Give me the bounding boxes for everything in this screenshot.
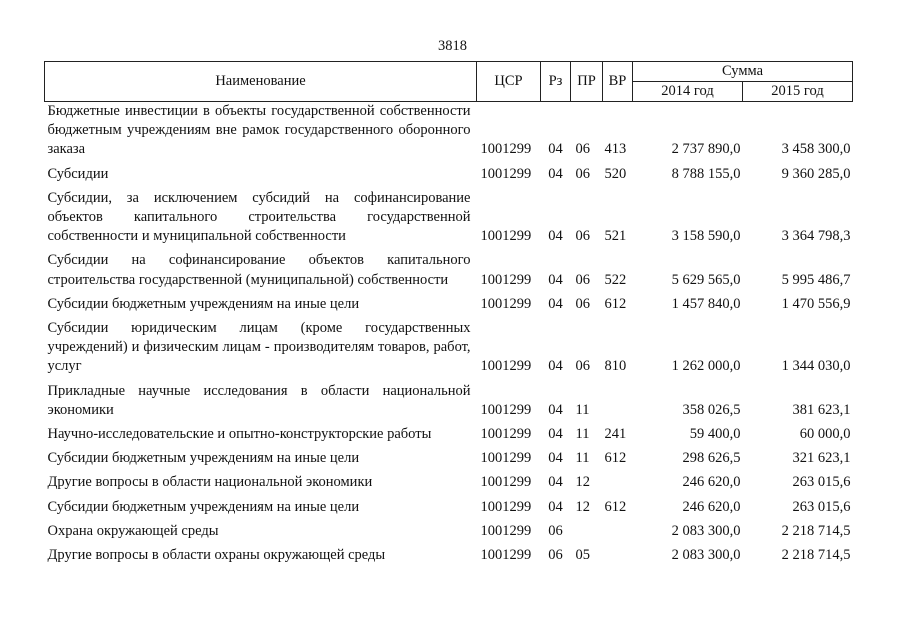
row-rz: 06 <box>548 547 563 564</box>
row-amount-2015: 2 218 714,5 <box>781 522 851 539</box>
row-vr: 810 <box>604 358 627 375</box>
header-pr: ПР <box>571 62 603 102</box>
row-amount-2015: 263 015,6 <box>792 498 851 515</box>
row-name: Другие вопросы в области охраны окружающей среды <box>47 547 386 564</box>
header-year-2015: 2015 год <box>743 82 853 102</box>
header-rz: Рз <box>541 62 571 102</box>
row-csr: 1001299 <box>480 522 532 539</box>
row-csr: 1001299 <box>480 450 532 467</box>
row-pr: 11 <box>575 426 590 443</box>
row-amount-2014: 2 083 300,0 <box>671 522 741 539</box>
row-pr <box>571 517 603 541</box>
table-body <box>45 102 853 566</box>
row-csr: 1001299 <box>480 498 532 515</box>
row-vr: 522 <box>604 271 627 288</box>
row-amount-2014: 8 788 155,0 <box>671 165 741 182</box>
table-row <box>45 541 853 565</box>
row-amount-2014: 298 626,5 <box>682 450 741 467</box>
row-amount-2015: 1 470 556,9 <box>781 295 851 312</box>
header-name: Наименование <box>45 62 477 102</box>
row-vr: 520 <box>604 165 627 182</box>
row-name: Субсидии на софинансирование объектов капитального строительства государственной (муниципальной) собственности <box>47 252 471 288</box>
row-amount-2015: 9 360 285,0 <box>781 165 851 182</box>
row-name: Бюджетные инвестиции в объекты государственной собственности бюджетным учреждениям вне рамок государственного оборонного заказа <box>47 103 471 158</box>
row-amount-2015: 1 344 030,0 <box>781 358 851 375</box>
row-amount-2014: 246 620,0 <box>682 474 741 491</box>
row-pr: 11 <box>575 450 590 467</box>
row-amount-2015: 3 458 300,0 <box>781 141 851 158</box>
row-amount-2015: 321 623,1 <box>792 450 851 467</box>
table-row <box>45 184 853 247</box>
row-amount-2014: 2 083 300,0 <box>671 547 741 564</box>
row-name: Субсидии бюджетным учреждениям на иные цели <box>47 295 360 312</box>
table-row <box>45 102 853 160</box>
table-row <box>45 468 853 492</box>
row-pr: 05 <box>575 547 590 564</box>
row-csr: 1001299 <box>480 401 532 418</box>
row-vr <box>603 468 633 492</box>
row-amount-2014: 59 400,0 <box>689 426 741 443</box>
row-csr: 1001299 <box>480 358 532 375</box>
row-rz: 04 <box>548 271 563 288</box>
row-vr: 413 <box>604 141 627 158</box>
row-amount-2015: 3 364 798,3 <box>781 228 851 245</box>
row-vr: 241 <box>604 426 627 443</box>
table-row <box>45 377 853 420</box>
table-row <box>45 290 853 314</box>
header-sum: Сумма <box>633 62 853 82</box>
table-row <box>45 517 853 541</box>
row-csr: 1001299 <box>480 228 532 245</box>
row-rz: 04 <box>548 295 563 312</box>
row-vr <box>603 377 633 420</box>
row-name: Субсидии бюджетным учреждениям на иные цели <box>47 498 360 515</box>
header-vr: ВР <box>603 62 633 102</box>
row-amount-2015: 381 623,1 <box>792 401 851 418</box>
row-pr: 06 <box>575 358 590 375</box>
row-pr: 06 <box>575 271 590 288</box>
header-csr: ЦСР <box>477 62 541 102</box>
row-vr <box>603 517 633 541</box>
row-csr: 1001299 <box>480 426 532 443</box>
row-vr: 521 <box>604 228 627 245</box>
table-row <box>45 493 853 517</box>
row-csr: 1001299 <box>480 474 532 491</box>
row-csr: 1001299 <box>480 165 532 182</box>
table-row <box>45 160 853 184</box>
row-amount-2014: 246 620,0 <box>682 498 741 515</box>
row-rz: 06 <box>548 522 563 539</box>
row-pr: 06 <box>575 228 590 245</box>
row-vr: 612 <box>604 450 627 467</box>
row-pr: 06 <box>575 165 590 182</box>
table-row <box>45 444 853 468</box>
row-rz: 04 <box>548 401 563 418</box>
row-csr: 1001299 <box>480 547 532 564</box>
row-amount-2015: 5 995 486,7 <box>781 271 851 288</box>
row-rz: 04 <box>548 450 563 467</box>
row-amount-2015: 60 000,0 <box>799 426 851 443</box>
row-name: Субсидии юридическим лицам (кроме государственных учреждений) и физическим лицам - производителям товаров, работ, услуг <box>47 320 471 375</box>
row-csr: 1001299 <box>480 271 532 288</box>
row-pr: 06 <box>575 141 590 158</box>
row-rz: 04 <box>548 228 563 245</box>
row-name: Прикладные научные исследования в области национальной экономики <box>47 382 471 418</box>
row-rz: 04 <box>548 498 563 515</box>
row-amount-2014: 2 737 890,0 <box>671 141 741 158</box>
row-rz: 04 <box>548 141 563 158</box>
row-amount-2015: 263 015,6 <box>792 474 851 491</box>
budget-table <box>44 61 853 565</box>
row-name: Субсидии бюджетным учреждениям на иные цели <box>47 450 360 467</box>
row-pr: 06 <box>575 295 590 312</box>
row-amount-2014: 1 457 840,0 <box>671 295 741 312</box>
row-rz: 04 <box>548 474 563 491</box>
row-name: Субсидии <box>47 165 109 182</box>
row-amount-2014: 1 262 000,0 <box>671 358 741 375</box>
header-year-2014: 2014 год <box>633 82 743 102</box>
row-csr: 1001299 <box>480 295 532 312</box>
page-number: 3818 <box>438 38 467 54</box>
row-name: Субсидии, за исключением субсидий на софинансирование объектов капитального строительства государственной собственности и муниципальной собственности <box>47 189 471 245</box>
row-amount-2014: 358 026,5 <box>682 401 741 418</box>
row-vr: 612 <box>604 498 627 515</box>
row-pr: 11 <box>575 401 590 418</box>
row-amount-2014: 3 158 590,0 <box>671 228 741 245</box>
row-vr <box>603 541 633 565</box>
row-amount-2015: 2 218 714,5 <box>781 547 851 564</box>
table-row <box>45 246 853 289</box>
row-name: Охрана окружающей среды <box>47 522 219 539</box>
row-vr: 612 <box>604 295 627 312</box>
row-pr: 12 <box>575 498 590 515</box>
row-name: Другие вопросы в области национальной экономики <box>47 474 373 491</box>
row-amount-2014: 5 629 565,0 <box>671 271 741 288</box>
table-row <box>45 314 853 377</box>
row-rz: 04 <box>548 358 563 375</box>
row-rz: 04 <box>548 165 563 182</box>
row-rz: 04 <box>548 426 563 443</box>
row-pr: 12 <box>575 474 590 491</box>
table-row <box>45 420 853 444</box>
row-name: Научно-исследовательские и опытно-конструкторские работы <box>47 426 432 443</box>
row-csr: 1001299 <box>480 141 532 158</box>
table-header <box>45 62 853 102</box>
